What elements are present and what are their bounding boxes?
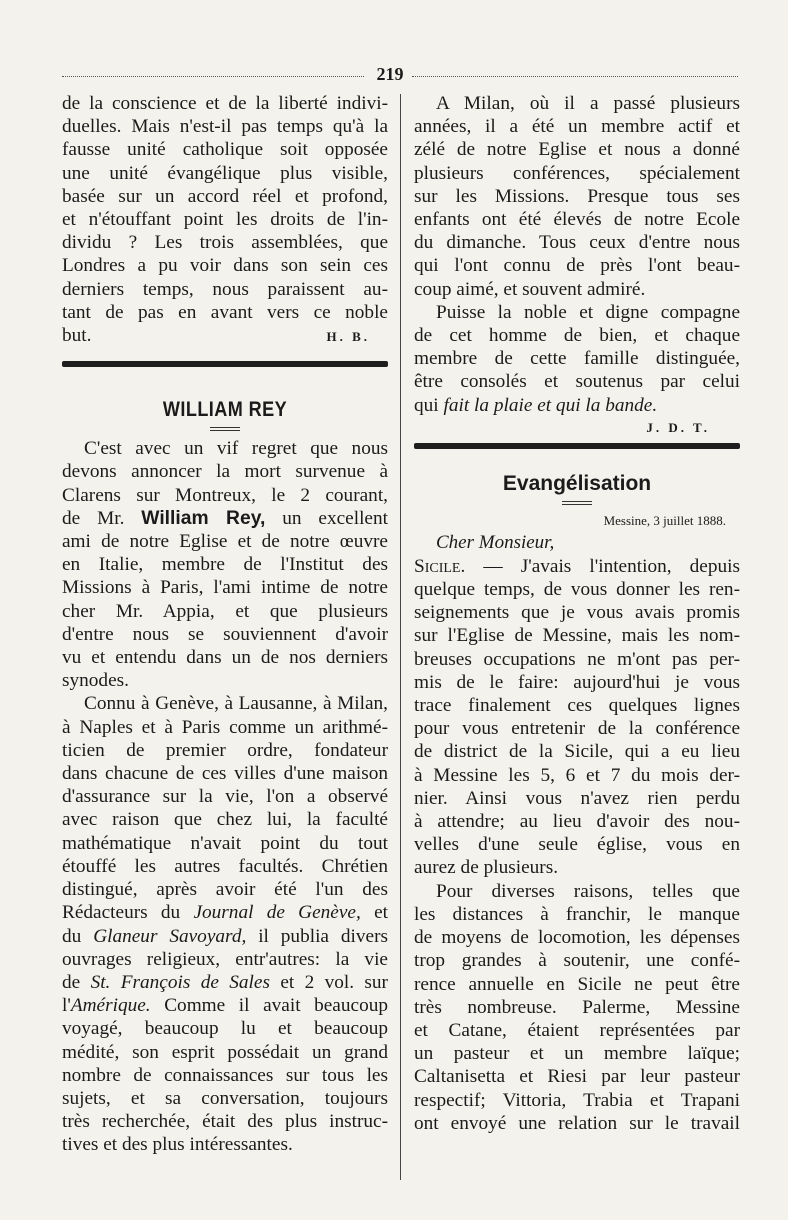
text-line: en Italie, membre de l'Institut des xyxy=(62,554,388,576)
text-line: à Messine les 5, 6 et 7 du mois der- xyxy=(414,764,740,786)
text-line: rence annuelle en Sicile ne peut être xyxy=(414,973,740,995)
text-line xyxy=(62,994,388,1017)
letter-salutation: Cher Monsieur, xyxy=(436,531,555,553)
text-line: et Catane, étaient représentées par xyxy=(414,1019,740,1041)
text-line: ticien de premier ordre, fondateur xyxy=(62,739,388,761)
text-line: respectif; Vittoria, Trabia et Trapani xyxy=(414,1089,740,1111)
text-fragment: — J'avais l'intention, depuis xyxy=(483,555,740,577)
right-column xyxy=(414,92,740,1135)
text-line: but. xyxy=(62,325,92,347)
text-line: derniers temps, nous paraissent au- xyxy=(62,278,388,300)
text-line: cher Mr. Appia, et que plusieurs xyxy=(62,600,388,622)
text-line: velles d'une seule église, vous en xyxy=(414,834,740,856)
text-line: pour vous entretenir de la conférence xyxy=(414,718,740,740)
text-line: tant de pas en avant vers ce noble xyxy=(62,301,388,323)
text-line: quelque temps, de vous donner les ren- xyxy=(414,579,740,601)
text-line: Connu à Genève, à Lausanne, à Milan, xyxy=(84,693,388,715)
text-fragment: qui xyxy=(414,394,439,416)
header-dotted-rule-left xyxy=(62,76,364,77)
text-line: qui l'ont connu de près l'ont beau- xyxy=(414,255,740,277)
text-line: dividu ? Les trois assemblées, que xyxy=(62,232,388,254)
journal-title: Glaneur Savoyard, xyxy=(93,925,247,947)
text-line: médité, son esprit possédait un grand xyxy=(62,1041,388,1063)
section-title: Evangélisation xyxy=(502,471,652,495)
text-line: très nombreuse. Palerme, Messine xyxy=(414,996,740,1018)
text-line: d'entre nous se souviennent d'avoir xyxy=(62,623,388,645)
text-line: être consolés et soutenus par celui xyxy=(414,371,740,393)
text-line: de moyens de locomotion, les dépenses xyxy=(414,927,740,949)
text-line: ami de notre Eglise et de notre œuvre xyxy=(62,531,388,553)
text-line: une unité évangélique plus visible, xyxy=(62,162,388,184)
text-line: nombre de connaissances sur tous les xyxy=(62,1064,388,1086)
text-fragment: Comme il avait beaucoup xyxy=(164,995,388,1017)
text-line: années, il a été un membre actif et xyxy=(414,116,740,138)
text-line: un pasteur et un membre laïque; xyxy=(414,1043,740,1065)
letter-dateline: Messine, 3 juillet 1888. xyxy=(603,512,726,528)
article-title: WILLIAM REY xyxy=(162,398,288,422)
text-line: du dimanche. Tous ceux d'entre nous xyxy=(414,232,740,254)
text-line: Londres a pu voir dans son sein ces xyxy=(62,255,388,277)
text-line: ont envoyé une relation sur le travail xyxy=(414,1112,740,1134)
text-fragment: de xyxy=(62,971,81,993)
text-line: plusieurs conférences, spécialement xyxy=(414,162,740,184)
text-line xyxy=(62,507,388,530)
text-line: mis de le faire: aujourd'hui je vous xyxy=(414,671,740,693)
text-line: Puisse la noble et digne compagne xyxy=(436,301,740,323)
text-line: de la conscience et de la liberté indivi- xyxy=(62,93,388,114)
text-line: tives et des plus intéressantes. xyxy=(62,1134,293,1156)
text-line: coup aimé, et souvent admiré. xyxy=(414,278,646,300)
text-line: Caltanisetta et Riesi par leur pasteur xyxy=(414,1066,740,1088)
text-line: d'assurance sur la vie, l'on a observé xyxy=(62,786,388,808)
text-line: duelles. Mais n'est-il pas temps qu'à la xyxy=(62,116,388,138)
person-name: William Rey, xyxy=(141,507,266,529)
author-signature: H. B. xyxy=(326,329,370,345)
text-line: très recherchée, était des plus instruc- xyxy=(62,1111,388,1133)
text-line xyxy=(62,901,388,924)
text-line: devons annoncer la mort survenue à xyxy=(62,461,388,483)
text-line: membre de cette famille distinguée, xyxy=(414,348,740,370)
text-line: à Naples et à Paris comme un arithmé- xyxy=(62,716,388,738)
closing-line xyxy=(62,324,388,347)
text-fragment: Rédacteurs du xyxy=(62,902,181,924)
text-line: Clarens sur Montreux, le 2 courant, xyxy=(62,484,388,506)
header-dotted-rule-right xyxy=(412,76,738,77)
text-line xyxy=(414,394,740,417)
text-line: sujets, et sa conversation, toujours xyxy=(62,1087,388,1109)
quotation: fait la plaie et qui la bande. xyxy=(443,394,658,416)
text-line: voyagé, beaucoup lu et beaucoup xyxy=(62,1018,388,1040)
text-line: A Milan, où il a passé plusieurs xyxy=(436,93,740,114)
text-fragment: du xyxy=(62,925,82,947)
page-header xyxy=(62,64,738,86)
text-line: vu et entendu dans un de nos derniers xyxy=(62,647,388,669)
text-line: ouvrages religieux, entr'autres: la vie xyxy=(62,948,388,970)
book-title: St. François de Sales xyxy=(90,971,270,993)
text-line: mathématique n'avait point du tout xyxy=(62,832,388,854)
text-line: à attendre; au lieu d'avoir des nou- xyxy=(414,811,740,833)
text-line: sur l'Eglise de Messine, mais les nom- xyxy=(414,625,740,647)
text-line: seignements que je vous avais promis xyxy=(414,602,740,624)
journal-title: Journal de Genève, xyxy=(193,902,361,924)
page-number: 219 xyxy=(376,64,404,84)
text-fragment: et 2 vol. sur xyxy=(280,971,388,993)
text-line: de cet homme de bien, et chaque xyxy=(414,325,740,347)
text-line: sur les Missions. Presque tous ses xyxy=(414,185,740,207)
author-signature: J. D. T. xyxy=(646,419,710,435)
text-fragment: l' xyxy=(62,995,71,1017)
book-title: Amérique. xyxy=(70,995,151,1017)
title-ornament-rule xyxy=(562,501,592,505)
text-line: étouffé les autres facultés. Chrétien xyxy=(62,855,388,877)
text-line: distingué, après avoir été l'un des xyxy=(62,879,388,901)
text-line: Missions à Paris, l'ami intime de notre xyxy=(62,577,388,599)
text-line xyxy=(62,925,388,948)
text-line: synodes. xyxy=(62,670,129,692)
text-fragment: et xyxy=(374,902,388,924)
text-fragment: un excellent xyxy=(282,507,388,529)
text-fragment: il publia divers xyxy=(258,925,389,947)
region-heading: Sicile. xyxy=(414,555,466,577)
text-line: aurez de plusieurs. xyxy=(414,857,559,879)
text-line: basée sur un accord réel et profond, xyxy=(62,185,388,207)
text-line: trop grandes à soutenir, une confé- xyxy=(414,950,740,972)
text-line xyxy=(62,971,388,994)
text-line: les distances à franchir, le manque xyxy=(414,903,740,925)
column-divider xyxy=(400,94,401,1180)
text-line: C'est avec un vif regret que nous xyxy=(84,438,388,460)
text-fragment: de Mr. xyxy=(62,507,125,529)
left-column xyxy=(62,92,388,1157)
text-line: enfants ont été élevés de notre Ecole xyxy=(414,209,740,231)
text-line: trace finalement ces quelques lignes xyxy=(414,695,740,717)
text-line: fausse unité catholique soit opposée xyxy=(62,139,388,161)
text-line: de district de la Sicile, qui a eu lieu xyxy=(414,741,740,763)
text-line: et n'étouffant point les droits de l'in- xyxy=(62,209,388,231)
text-line: Pour diverses raisons, telles que xyxy=(436,880,740,902)
title-ornament-rule xyxy=(210,427,240,431)
text-line: nier. Ainsi vous n'avez rien perdu xyxy=(414,787,740,809)
text-line: dans chacune de ces villes d'une maison xyxy=(62,763,388,785)
text-line: zélé de notre Eglise et nous a donné xyxy=(414,139,740,161)
text-line xyxy=(414,555,740,578)
text-line: breuses occupations ne m'ont pas per- xyxy=(414,648,740,670)
text-line: avec raison que chez lui, la faculté xyxy=(62,809,388,831)
